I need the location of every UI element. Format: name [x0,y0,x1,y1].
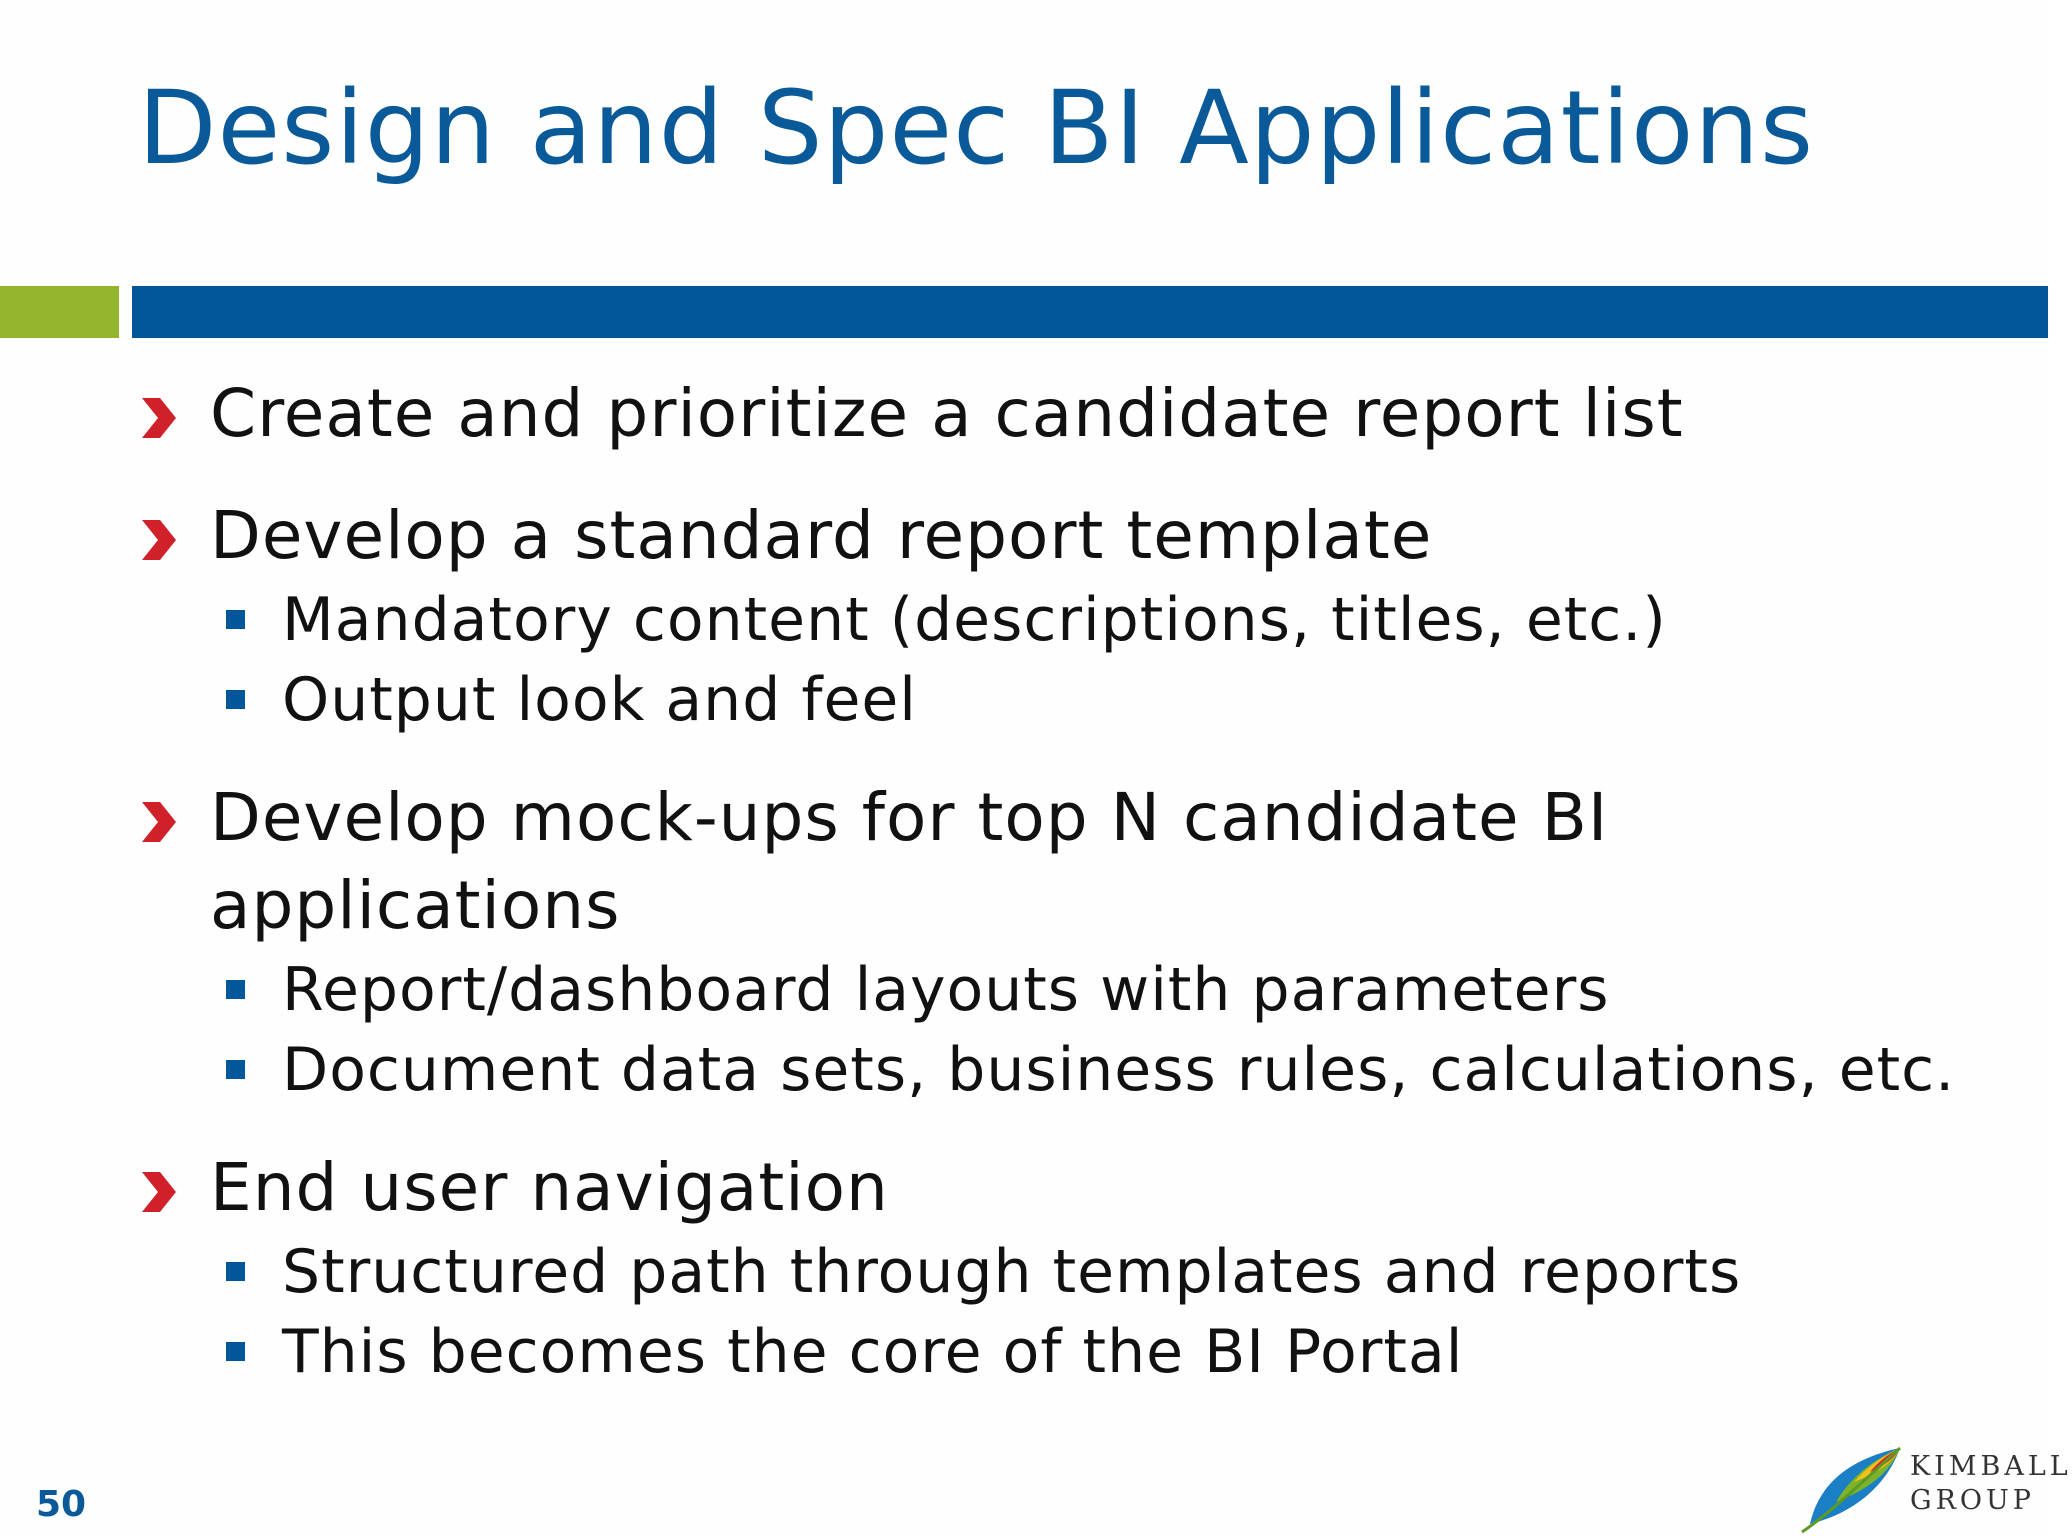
sub-bullet-item [140,1232,2000,1312]
sub-bullet-text: Output look and feel [282,665,917,735]
sub-bullet-item [140,660,2000,740]
sub-bullet-text: Report/dashboard layouts with parameters [282,955,1610,1025]
sub-bullet-item [140,950,2000,1030]
slide-title: Design and Spec BI Applications [138,69,1815,188]
square-bullet-icon [226,690,245,709]
sub-bullet-item [140,1312,2000,1392]
sub-bullet-item [140,580,2000,660]
sub-bullet-text: Mandatory content (descriptions, titles, etc.) [282,585,1667,655]
bullet-text: Develop mock-ups for top N candidate BI applications [210,779,1609,944]
kimball-group-logo [1796,1438,2072,1536]
bullet-item [140,1144,2000,1232]
chevron-right-icon [140,396,178,440]
logo-line-2: GROUP [1910,1485,2035,1516]
bullet-text: Create and prioritize a candidate report list [210,375,1684,452]
page-number: 50 [36,1484,87,1525]
logo-text [1910,1450,2072,1518]
square-bullet-icon [226,1262,245,1281]
square-bullet-icon [226,1060,245,1079]
bullet-item [140,774,2000,950]
leaf-logo-icon [1796,1438,1906,1536]
bullet-list [140,370,2000,1392]
sub-bullet-text: This becomes the core of the BI Portal [282,1317,1464,1387]
bullet-text: End user navigation [210,1149,889,1226]
square-bullet-icon [226,610,245,629]
sub-bullet-item [140,1030,2000,1110]
accent-bar-green [0,286,119,338]
bullet-text: Develop a standard report template [210,497,1433,574]
square-bullet-icon [226,980,245,999]
accent-bar-blue [132,286,2048,338]
chevron-right-icon [140,1170,178,1214]
logo-line-1: KIMBALL [1910,1451,2072,1482]
sub-bullet-text: Document data sets, business rules, calculations, etc. [282,1035,1956,1105]
square-bullet-icon [226,1342,245,1361]
bullet-item [140,492,2000,580]
bullet-item [140,370,2000,458]
chevron-right-icon [140,800,178,844]
sub-bullet-text: Structured path through templates and reports [282,1237,1742,1307]
chevron-right-icon [140,518,178,562]
